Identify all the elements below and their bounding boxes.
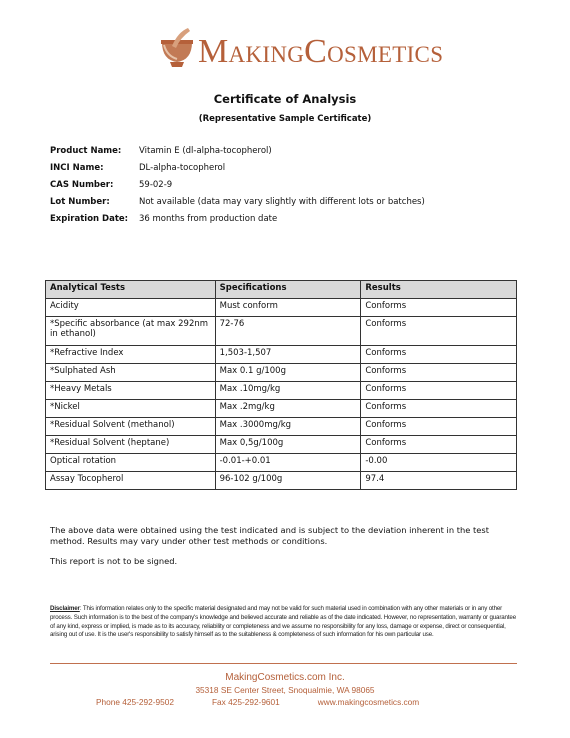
footer-company: MakingCosmetics.com Inc. xyxy=(225,672,345,683)
table-cell: Max 0,5g/100g xyxy=(215,436,361,454)
table-cell: Max .3000mg/kg xyxy=(215,418,361,436)
info-row-inci-name xyxy=(50,159,425,176)
table-cell: *Nickel xyxy=(46,400,216,418)
footer-divider xyxy=(50,663,517,664)
company-logo xyxy=(158,26,444,72)
table-row xyxy=(46,454,517,472)
disclaimer-label: Disclaimer xyxy=(50,605,80,612)
table-row xyxy=(46,436,517,454)
table-header-row xyxy=(46,281,517,299)
table-cell: 96-102 g/100g xyxy=(215,472,361,490)
info-label: Expiration Date: xyxy=(50,213,129,224)
info-label: CAS Number: xyxy=(50,179,114,190)
info-value: 36 months from production date xyxy=(139,213,278,224)
info-value: Not available (data may vary slightly with different lots or batches) xyxy=(139,196,425,207)
footer-website[interactable]: www.makingcosmetics.com xyxy=(317,697,420,707)
table-row xyxy=(46,299,517,317)
footer-contacts xyxy=(96,697,419,707)
info-value: Vitamin E (dl-alpha-tocopherol) xyxy=(139,145,272,156)
column-header: Analytical Tests xyxy=(46,281,216,299)
table-cell: Conforms xyxy=(361,418,517,436)
table-cell: Conforms xyxy=(361,364,517,382)
disclaimer xyxy=(50,605,520,640)
info-value: DL-alpha-tocopherol xyxy=(139,162,226,173)
disclaimer-text: : This information relates only to the specific material designated and may not be valid for such material used in combination with any other materials or in any other process. Such information is to the best of the company's knowledge and believed accurate and reliable as of the date indicated. However, no representation, warranty or guarantee of any kind, express or implied, is made as to its accuracy, reliability or completeness and we assume no responsibility for any loss, damage or expense, direct or consequential, arising out of use. It is the user's responsibility to satisfy himself as to the suitableness & completeness of such information for his own particular use. xyxy=(50,605,516,639)
table-cell: 1,503-1,507 xyxy=(215,346,361,364)
table-cell: Max .10mg/kg xyxy=(215,382,361,400)
info-label: Lot Number: xyxy=(50,196,110,207)
column-header: Results xyxy=(361,281,517,299)
column-header: Specifications xyxy=(215,281,361,299)
table-cell: Optical rotation xyxy=(46,454,216,472)
table-cell: Conforms xyxy=(361,400,517,418)
table-cell: 72-76 xyxy=(215,317,361,346)
info-label: Product Name: xyxy=(50,145,122,156)
table-cell: -0.01-+0.01 xyxy=(215,454,361,472)
table-cell: Conforms xyxy=(361,299,517,317)
table-cell: Conforms xyxy=(361,317,517,346)
table-row xyxy=(46,418,517,436)
document-title: Certificate of Analysis xyxy=(213,92,357,106)
document-subtitle: (Representative Sample Certificate) xyxy=(198,114,372,124)
info-row-lot-number xyxy=(50,193,425,210)
table-cell: -0.00 xyxy=(361,454,517,472)
table-cell: Conforms xyxy=(361,436,517,454)
table-cell: Acidity xyxy=(46,299,216,317)
table-row xyxy=(46,317,517,346)
info-row-expiration-date xyxy=(50,210,425,227)
table-cell: Max 0.1 g/100g xyxy=(215,364,361,382)
mortar-pestle-icon xyxy=(158,26,196,70)
table-cell: Conforms xyxy=(361,382,517,400)
table-row xyxy=(46,346,517,364)
info-label: INCI Name: xyxy=(50,162,104,173)
table-cell: Max .2mg/kg xyxy=(215,400,361,418)
brand-wordmark: MAKINGCOSMETICS xyxy=(198,33,444,70)
footer-address: 35318 SE Center Street, Snoqualmie, WA 98065 xyxy=(195,685,375,695)
footer-fax: Fax 425-292-9601 xyxy=(211,697,280,707)
table-row xyxy=(46,364,517,382)
table-row xyxy=(46,382,517,400)
table-cell: *Residual Solvent (methanol) xyxy=(46,418,216,436)
table-cell: *Refractive Index xyxy=(46,346,216,364)
table-cell: *Residual Solvent (heptane) xyxy=(46,436,216,454)
analysis-table xyxy=(45,280,517,490)
table-row xyxy=(46,472,517,490)
info-row-product-name xyxy=(50,142,425,159)
table-cell: Assay Tocopherol xyxy=(46,472,216,490)
table-cell: Must conform xyxy=(215,299,361,317)
table-cell: *Sulphated Ash xyxy=(46,364,216,382)
table-row xyxy=(46,400,517,418)
footer-phone: Phone 425-292-9502 xyxy=(96,697,174,707)
table-cell: 97.4 xyxy=(361,472,517,490)
table-cell: *Heavy Metals xyxy=(46,382,216,400)
info-row-cas-number xyxy=(50,176,425,193)
table-cell: Conforms xyxy=(361,346,517,364)
signature-note: This report is not to be signed. xyxy=(50,556,178,566)
product-info xyxy=(50,142,425,227)
deviation-note: The above data were obtained using the test indicated and is subject to the deviation inherent in the test method. Results may vary under other test methods or conditions. xyxy=(50,525,489,546)
info-value: 59-02-9 xyxy=(139,179,173,190)
table-cell: *Specific absorbance (at max 292nm in ethanol) xyxy=(46,317,216,346)
